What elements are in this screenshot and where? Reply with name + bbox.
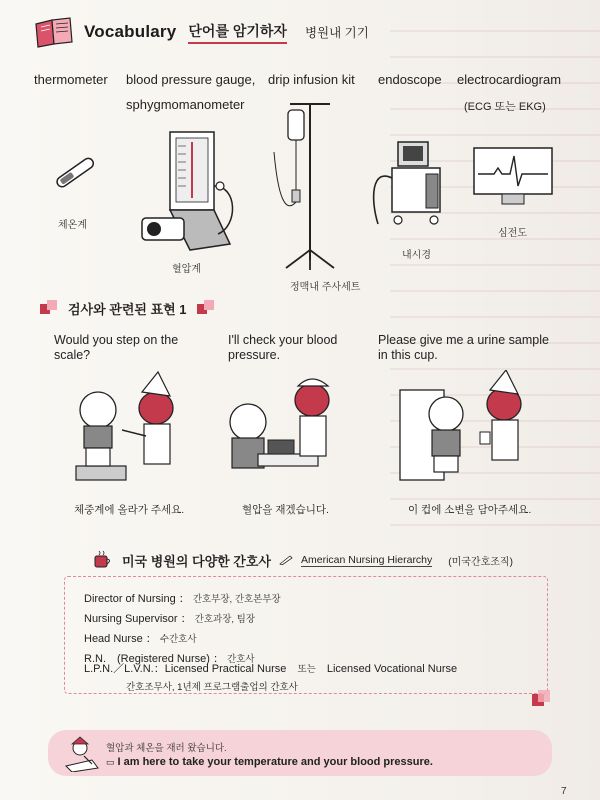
hierarchy-role: Head Nurse bbox=[84, 633, 143, 645]
hierarchy-row bbox=[84, 660, 457, 676]
hierarchy-role: L.P.N.／L.V.N.：Licensed Practical Nurse bbox=[84, 663, 287, 675]
vocabulary-header bbox=[32, 14, 369, 50]
term-electrocardiogram: electrocardiogram bbox=[457, 72, 562, 87]
endoscope-icon bbox=[368, 138, 452, 228]
banner-korean: 혈압과 체온을 재러 왔습니다. bbox=[106, 743, 227, 754]
caption-blood-pressure-ko: 혈압을 재겠습니다. bbox=[242, 504, 329, 516]
scale-scene-illustration bbox=[66, 370, 196, 490]
page-number: 7 bbox=[561, 786, 567, 797]
speaker-mark-icon: ▭ bbox=[106, 757, 115, 767]
term-drip-infusion-kit: drip infusion kit bbox=[268, 72, 355, 87]
hierarchy-row: R.N. (Registered Nurse) ： 간호사 bbox=[84, 653, 255, 665]
term-ecg-note: (ECG 또는 EKG) bbox=[464, 101, 546, 113]
vocabulary-subtitle: 단어를 암기하자 bbox=[188, 21, 287, 44]
pencil-icon bbox=[279, 555, 293, 565]
pink-squares-icon bbox=[195, 298, 217, 318]
nurse-writing-icon bbox=[62, 736, 102, 772]
hierarchy-english-title: American Nursing Hierarchy bbox=[300, 553, 433, 566]
hierarchy-role: Nursing Supervisor bbox=[84, 613, 178, 625]
section-heading bbox=[38, 298, 217, 318]
hierarchy-role: Director of Nursing bbox=[84, 593, 176, 605]
open-book-icon bbox=[32, 14, 76, 50]
hierarchy-row: Director of Nursing ： 간호부장, 간호본부장 bbox=[84, 593, 281, 605]
sphygmomanometer-icon bbox=[134, 126, 244, 258]
hierarchy-role: R.N. (Registered Nurse) bbox=[84, 653, 210, 665]
hierarchy-role-alt: Licensed Vocational Nurse bbox=[326, 663, 458, 675]
ecg-monitor-icon bbox=[472, 146, 554, 208]
vocabulary-title: Vocabulary bbox=[84, 22, 177, 41]
caption-urine-ko: 이 컵에 소변을 담아주세요. bbox=[408, 504, 532, 516]
phrase-blood-pressure: I'll check your blood pressure. bbox=[228, 333, 338, 362]
label-endoscope-ko: 내시경 bbox=[402, 250, 431, 261]
label-ecg-ko: 심전도 bbox=[498, 228, 527, 239]
hierarchy-title: 미국 병원의 다양한 간호사 bbox=[122, 553, 271, 569]
hierarchy-row: Nursing Supervisor ： 간호과장, 팀장 bbox=[84, 613, 256, 625]
coffee-cup-icon bbox=[92, 550, 114, 570]
blood-pressure-scene-illustration bbox=[218, 370, 348, 490]
term-blood-pressure-gauge: blood pressure gauge, bbox=[126, 72, 256, 87]
hierarchy-heading bbox=[92, 550, 513, 570]
hierarchy-role-ko: 간호부장, 간호본부장 bbox=[192, 594, 281, 605]
term-endoscope: endoscope bbox=[378, 72, 442, 87]
section-title: 검사와 관련된 표현 1 bbox=[68, 301, 187, 317]
label-sphygmomanometer-ko: 혈압계 bbox=[172, 264, 201, 275]
hierarchy-role-ko: 간호사 bbox=[227, 654, 255, 665]
iv-drip-icon bbox=[270, 100, 350, 275]
hierarchy-role-ko: 수간호사 bbox=[159, 634, 197, 645]
pink-squares-icon bbox=[38, 298, 60, 318]
pink-squares-icon bbox=[532, 690, 550, 708]
term-sphygmomanometer: sphygmomanometer bbox=[126, 97, 245, 112]
banner-english-text: I am here to take your temperature and your blood pressure. bbox=[117, 756, 433, 768]
caption-scale-ko: 체중계에 올라가 주세요. bbox=[74, 504, 185, 516]
banner-english bbox=[106, 756, 433, 768]
hierarchy-footnote: 간호조무사, 1년제 프로그램출업의 간호사 bbox=[126, 682, 298, 693]
label-thermometer-ko: 체온계 bbox=[58, 220, 87, 231]
phrase-scale: Would you step on the scale? bbox=[54, 333, 179, 362]
hierarchy-role-ko: 간호과장, 팀장 bbox=[194, 614, 256, 625]
hierarchy-row: Head Nurse ： 수간호사 bbox=[84, 633, 197, 645]
label-drip-ko: 정맥내 주사세트 bbox=[290, 282, 361, 293]
hierarchy-korean-title: (미국간호조직) bbox=[448, 556, 513, 568]
phrase-urine: Please give me a urine sample in this cup. bbox=[378, 333, 549, 362]
thermometer-icon bbox=[48, 150, 104, 194]
hierarchy-or: 또는 bbox=[297, 664, 316, 675]
term-thermometer: thermometer bbox=[34, 72, 108, 87]
vocabulary-topic: 병원내 기기 bbox=[304, 26, 369, 40]
urine-sample-scene-illustration bbox=[396, 370, 536, 490]
